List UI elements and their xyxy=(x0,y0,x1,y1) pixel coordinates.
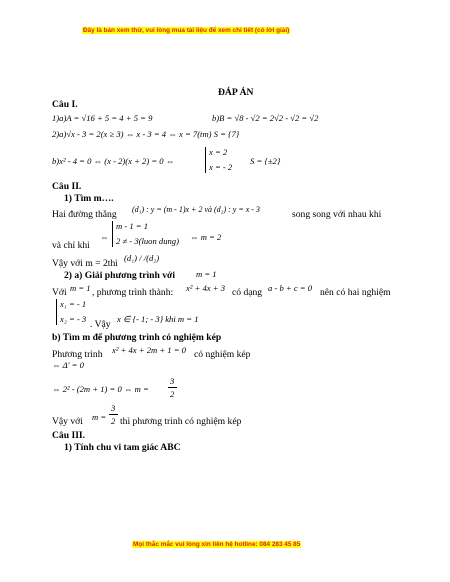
cau2-p5-text: Phương trình xyxy=(52,349,103,360)
cau1-case1: x = 2 xyxy=(209,147,228,157)
cau2-p6-frac-bar xyxy=(109,414,118,415)
cau2-p1-math: (d₁) : y = (m - 1)x + 2 và (d₂) : y = x - 3 xyxy=(132,205,260,214)
cau2-roots-vay: . Vậy xyxy=(90,319,111,330)
cau2-sub2-math: m = 1 xyxy=(196,269,217,279)
cau2-system-pre: ⇔ xyxy=(100,232,109,242)
cau2-p4-m: m = 1 xyxy=(70,283,91,293)
cau2-p4-abc: a - b + c = 0 xyxy=(268,283,313,293)
cau2-eq1: ⇔ Δ' = 0 xyxy=(52,360,84,370)
cau2-p6-m: m = xyxy=(92,412,107,422)
cau2-p3-math: (d₁) / /(d₂) xyxy=(124,253,160,263)
cau2-system-brace xyxy=(112,221,113,247)
cau3-sub1: 1) Tính chu vi tam giác ABC xyxy=(64,442,181,453)
cau1-solution-set: S = {±2} xyxy=(250,156,281,166)
cau2-frac-bar xyxy=(168,387,177,388)
cau1-case2: x = - 2 xyxy=(209,162,233,172)
cau2-heading: Câu II. xyxy=(52,181,82,192)
cau2-frac-den: 2 xyxy=(170,389,175,399)
cau2-p5-math: x² + 4x + 2m + 1 = 0 xyxy=(112,345,186,355)
cau2-p1-text2: song song với nhau khi xyxy=(292,209,382,220)
cau2-p6-frac-den: 2 xyxy=(111,416,116,426)
cau1-line2: 2)a)√x - 3 = 2(x ≥ 3) ⇔ x - 3 = 4 ⇔ x = 7(tm) S = {7} xyxy=(52,129,240,139)
cau2-system-line1: m - 1 = 1 xyxy=(116,221,149,231)
cau2-subb: b) Tìm m để phương trình có nghiệm kép xyxy=(52,332,222,343)
cau2-p6-text: Vậy với xyxy=(52,416,83,427)
cau1-heading: Câu I. xyxy=(52,99,78,110)
cau1-line3a: b)x² - 4 = 0 ⇔ (x - 2)(x + 2) = 0 ⇔ xyxy=(52,156,175,166)
cau2-system-line2: 2 ≠ - 3(luon dung) xyxy=(116,236,179,246)
cau2-frac-num: 3 xyxy=(170,376,175,386)
cau2-p3-text: Vậy với m = 2thì xyxy=(52,258,118,269)
cau2-p2: và chỉ khi xyxy=(52,240,90,251)
cau2-roots-set: x ∈ {- 1; - 3} khi m = 1 xyxy=(117,314,199,324)
cau2-system-post: ⇔ m = 2 xyxy=(190,232,222,242)
cau1-line1a: 1)a)A = √16 + 5 = 4 + 5 = 9 xyxy=(52,113,153,123)
cau2-p6-tail: thì phương trình có nghiệm kép xyxy=(120,416,242,427)
cau1-brace xyxy=(205,147,206,173)
cau2-root2: x₂ = - 3 xyxy=(60,314,87,324)
cau2-root1: x₁ = - 1 xyxy=(60,299,87,309)
cau3-heading: Câu III. xyxy=(52,430,86,441)
page-title: ĐÁP ÁN xyxy=(218,87,254,98)
cau2-p5-tail: có nghiệm kép xyxy=(194,349,251,360)
footer-notice: Mọi thắc mắc vui lòng xin liên hệ hotline: 084 283 45 85 xyxy=(133,541,301,548)
cau2-p4-eq: x² + 4x + 3 xyxy=(186,283,225,293)
cau2-sub1: 1) Tìm m…. xyxy=(64,193,114,204)
cau2-eq2: ⇔ 2² - (2m + 1) = 0 ⇔ m = xyxy=(52,384,149,394)
cau1-line1b: b)B = √8 - √2 = 2√2 - √2 = √2 xyxy=(212,113,319,123)
cau2-roots-brace xyxy=(56,299,57,325)
header-notice: Đây là bản xem thử, vui lòng mua tài liệu để xem chi tiết (có lời giải) xyxy=(83,27,290,34)
cau2-p1-text: Hai đường thẳng xyxy=(52,209,117,220)
cau2-p4-codang: có dạng xyxy=(232,287,263,298)
cau2-p4-tail: nên có hai nghiệm xyxy=(320,287,391,298)
cau2-sub2: 2) a) Giải phương trình với xyxy=(64,270,176,281)
cau2-p6-frac-num: 3 xyxy=(111,403,116,413)
cau2-p4-voi: Với xyxy=(52,287,67,298)
cau2-p4-text: , phương trình thành: xyxy=(92,287,174,298)
